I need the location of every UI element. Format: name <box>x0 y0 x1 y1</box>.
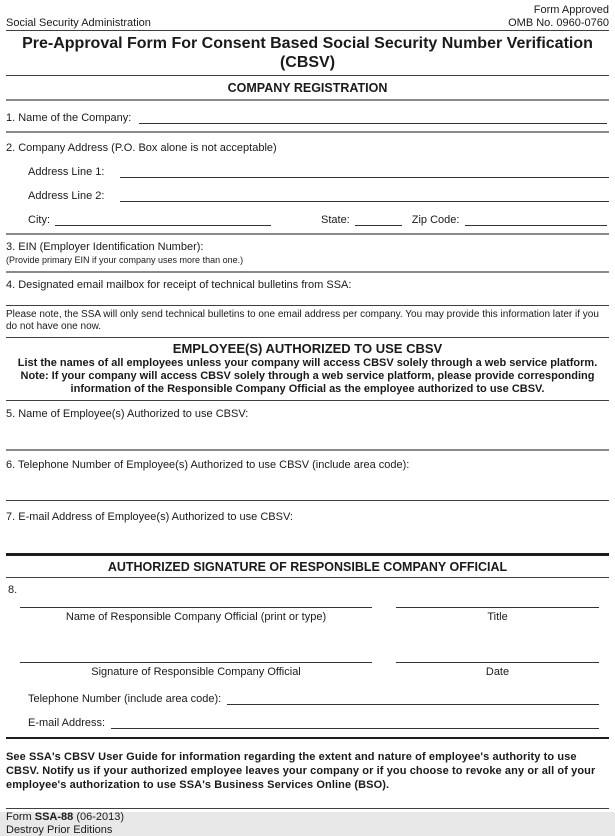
city-input[interactable] <box>55 212 271 226</box>
divider-under-title <box>6 75 609 76</box>
company-name-input[interactable] <box>139 110 607 124</box>
state-input[interactable] <box>355 212 402 226</box>
official-signature-caption: Signature of Responsible Company Official <box>91 665 301 678</box>
item8-label: 8. <box>8 583 18 596</box>
signature-row-name-title <box>6 598 609 623</box>
divider-footer <box>6 808 609 809</box>
omb-number: OMB No. 0960-0760 <box>508 16 609 29</box>
user-guide-notice: See SSA's CBSV User Guide for information regarding the extent and nature of employee's authority to use CBSV. Notify us if your authorized employee leaves your company or if you choose to revoke any or all of your employee's authorization to use SSA's Business Services Online (BSO). <box>6 750 596 791</box>
form-title-line1: Pre-Approval Form For Consent Based Social Security Number Verification <box>22 34 593 52</box>
form-approved-block <box>508 4 609 30</box>
divider-after-contact <box>6 737 609 739</box>
city-label: City: <box>28 213 50 226</box>
form-title <box>6 34 609 73</box>
official-title-caption: Title <box>487 610 508 623</box>
divider-under-header <box>6 30 609 31</box>
divider-after-note <box>6 337 609 338</box>
address-line2-row <box>28 188 609 202</box>
official-name-column <box>20 598 372 623</box>
form-id-prefix: Form <box>6 810 35 823</box>
ein-label: 3. EIN (Employer Identification Number): <box>6 240 204 253</box>
bulletin-note: Please note, the SSA will only send technical bulletins to one email address per company. You may provide this information later if you do not have one now. <box>6 308 599 333</box>
official-signature-input[interactable] <box>20 653 372 663</box>
signature-row-signature-date <box>6 653 609 678</box>
company-name-label: 1. Name of the Company: <box>6 111 132 124</box>
designated-email-input-area[interactable] <box>6 291 609 305</box>
address-line1-label: Address Line 1: <box>28 165 105 178</box>
divider-after-item6 <box>6 500 609 501</box>
section-company-registration: COMPANY REGISTRATION <box>227 80 388 95</box>
employees-instructions-line2: Note: If your company will access CBSV solely through a web service platform, please provide corresponding information of the Responsible Company Official as the employee authorized to use CBSV. <box>20 370 595 396</box>
state-label: State: <box>321 213 350 226</box>
signature-date-input[interactable] <box>396 653 599 663</box>
address-line1-input[interactable] <box>120 164 609 178</box>
address-line2-input[interactable] <box>120 188 609 202</box>
official-phone-label: Telephone Number (include area code): <box>28 692 222 705</box>
employee-name-input-area[interactable] <box>6 420 609 449</box>
official-phone-row <box>28 691 609 705</box>
employee-email-label: 7. E-mail Address of Employee(s) Authorized to use CBSV: <box>6 510 293 523</box>
divider-after-item1 <box>6 131 609 133</box>
official-email-label: E-mail Address: <box>28 716 106 729</box>
employees-instructions-line1: List the names of all employees unless your company will access CBSV solely through a web service platform. <box>17 356 598 369</box>
designated-email-label: 4. Designated email mailbox for receipt of technical bulletins from SSA: <box>6 278 352 291</box>
destroy-prior-editions: Destroy Prior Editions <box>6 823 113 836</box>
official-email-row <box>28 715 609 729</box>
section-employees-authorized: EMPLOYEE(S) AUTHORIZED TO USE CBSV <box>172 340 443 356</box>
employee-phone-label: 6. Telephone Number of Employee(s) Authorized to use CBSV (include area code): <box>6 458 410 471</box>
form-id-line <box>6 811 609 823</box>
ein-subnote: (Provide primary EIN if your company uses more than one.) <box>6 254 244 265</box>
official-title-column <box>396 598 599 623</box>
company-address-label: 2. Company Address (P.O. Box alone is not acceptable) <box>6 141 277 154</box>
divider-after-item5 <box>6 449 609 451</box>
zip-code-label: Zip Code: <box>411 213 460 226</box>
divider-after-item4 <box>6 305 609 306</box>
signature-date-caption: Date <box>485 665 510 678</box>
divider-under-company-registration <box>6 99 609 101</box>
official-signature-column <box>20 653 372 678</box>
form-approved-text: Form Approved <box>533 4 609 16</box>
agency-name: Social Security Administration <box>6 16 151 29</box>
section-authorized-signature: AUTHORIZED SIGNATURE OF RESPONSIBLE COMPANY OFFICIAL <box>107 559 508 574</box>
form-number: SSA-88 <box>34 810 74 823</box>
address-line1-row <box>28 164 609 178</box>
official-phone-input[interactable] <box>227 691 599 705</box>
divider-after-instructions <box>6 400 609 401</box>
company-name-row <box>6 110 609 124</box>
city-state-zip-row <box>28 212 609 226</box>
divider-after-item3 <box>6 271 609 273</box>
employee-name-label: 5. Name of Employee(s) Authorized to use CBSV: <box>6 407 249 420</box>
divider-before-signature-section <box>6 553 609 556</box>
signature-date-column <box>396 653 599 678</box>
zip-code-input[interactable] <box>465 212 607 226</box>
address-line2-label: Address Line 2: <box>28 189 105 202</box>
official-email-input[interactable] <box>111 715 599 729</box>
official-name-caption: Name of Responsible Company Official (print or type) <box>65 610 327 623</box>
official-name-input[interactable] <box>20 598 372 608</box>
employee-phone-input-area[interactable] <box>6 471 609 500</box>
employees-instructions <box>6 357 609 397</box>
form-revision: (06-2013) <box>73 810 125 823</box>
divider-under-signature-heading <box>6 577 609 578</box>
form-header <box>6 4 609 30</box>
divider-after-item2 <box>6 233 609 235</box>
official-title-input[interactable] <box>396 598 599 608</box>
employee-email-input-area[interactable] <box>6 523 609 553</box>
form-title-line2: (CBSV) <box>279 54 336 72</box>
